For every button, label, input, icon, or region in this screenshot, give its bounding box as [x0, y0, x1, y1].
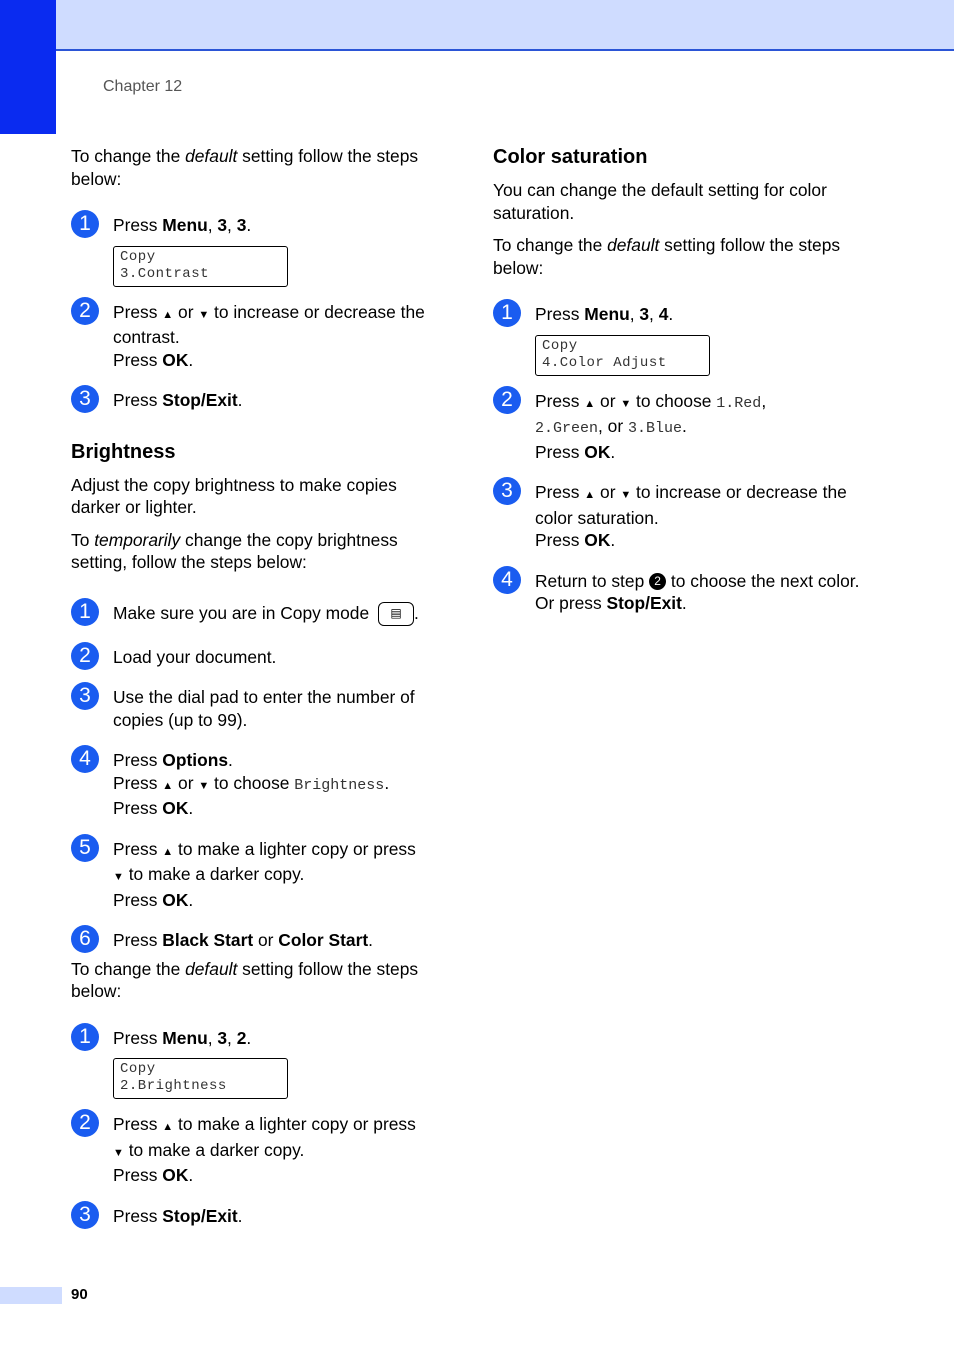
down-arrow-icon: ▼: [113, 871, 124, 884]
step-number: 2: [493, 386, 521, 414]
brightness-paragraph: Adjust the copy brightness to make copies darker or lighter.: [71, 474, 397, 517]
left-column: [71, 145, 443, 1241]
up-arrow-icon: ▲: [584, 397, 596, 410]
down-arrow-icon: ▼: [620, 397, 632, 410]
step-item: 2 Press ▲ or ▼ to choose 1.Red, 2.Green, or 3.Blue. Press OK.: [493, 390, 865, 464]
down-arrow-icon: ▼: [198, 779, 210, 792]
right-column: [493, 145, 865, 629]
intro-default-3: To change the default setting follow the steps below:: [493, 235, 841, 278]
step-number: 1: [71, 598, 99, 626]
step-item: 2 Press ▲ or ▼ to increase or decrease the contrast. Press OK.: [71, 301, 443, 372]
up-arrow-icon: ▲: [162, 845, 174, 858]
chapter-label: Chapter 12: [103, 78, 183, 95]
lcd-display: Copy 4.Color Adjust: [535, 335, 710, 376]
color-saturation-paragraph: You can change the default setting for color saturation.: [493, 180, 827, 223]
chapter-tab: [0, 0, 56, 134]
up-arrow-icon: ▲: [162, 308, 174, 321]
intro-default-1: To change the default setting follow the steps below:: [71, 146, 419, 189]
step-number: 2: [71, 297, 99, 325]
step-number: 4: [493, 566, 521, 594]
section-heading-brightness: Brightness: [71, 440, 176, 463]
step-number: 1: [71, 210, 99, 238]
down-arrow-icon: ▼: [620, 489, 632, 501]
step-item: 1 Make sure you are in Copy mode ▤ .: [71, 602, 443, 626]
step-number: 2: [71, 1109, 99, 1137]
step-item: 6 Press Black Start or Color Start.: [71, 929, 443, 952]
brightness-temporarily: To temporarily change the copy brightness setting, follow the steps below:: [71, 529, 398, 572]
step-item: 5 Press ▲ to make a lighter copy or press ▼ to make a darker copy. Press OK.: [71, 838, 443, 912]
section-heading-color-saturation: Color saturation: [493, 146, 648, 168]
step-ref-icon: 2: [649, 573, 666, 590]
step-number: 3: [71, 1201, 99, 1229]
header-band: [0, 0, 954, 51]
page-number: 90: [71, 1286, 88, 1303]
step-item: 3 Press ▲ or ▼ to increase or decrease the color saturation. Press OK.: [493, 481, 865, 552]
step-item: 3 Press Stop/Exit.: [71, 1205, 443, 1228]
step-item: 2 Press ▲ to make a lighter copy or press ▼ to make a darker copy. Press OK.: [71, 1113, 443, 1187]
step-number: 4: [71, 745, 99, 773]
down-arrow-icon: ▼: [198, 308, 210, 321]
copy-mode-icon: ▤: [378, 602, 414, 626]
up-arrow-icon: ▲: [162, 1121, 174, 1134]
step-number: 5: [71, 834, 99, 862]
step-item: 4 Return to step 2 to choose the next color. Or press Stop/Exit.: [493, 570, 865, 615]
step-number: 3: [493, 477, 521, 505]
step-item: 3 Use the dial pad to enter the number of copies (up to 99).: [71, 686, 443, 731]
step-item: 1 Press Menu, 3, 4. Copy 4.Color Adjust: [493, 303, 865, 376]
up-arrow-icon: ▲: [162, 779, 174, 792]
step-number: 3: [71, 682, 99, 710]
step-number: 1: [71, 1023, 99, 1051]
step-item: 2 Load your document.: [71, 646, 443, 669]
step-item: 4 Press Options. Press ▲ or ▼ to choose Brightness. Press OK.: [71, 749, 443, 820]
up-arrow-icon: ▲: [584, 489, 596, 501]
step-item: 3 Press Stop/Exit.: [71, 389, 443, 412]
footer-band: [0, 1287, 62, 1304]
step-item: 1 Press Menu, 3, 2. Copy 2.Brightness: [71, 1027, 443, 1100]
step-number: 3: [71, 385, 99, 413]
step-number: 2: [71, 642, 99, 670]
step-number: 6: [71, 925, 99, 953]
step-number: 1: [493, 299, 521, 327]
lcd-display: Copy 2.Brightness: [113, 1058, 288, 1099]
lcd-display: Copy 3.Contrast: [113, 246, 288, 287]
down-arrow-icon: ▼: [113, 1146, 124, 1159]
step-item: 1 Press Menu, 3, 3. Copy 3.Contrast: [71, 214, 443, 287]
intro-default-2: To change the default setting follow the steps below:: [71, 958, 419, 1002]
